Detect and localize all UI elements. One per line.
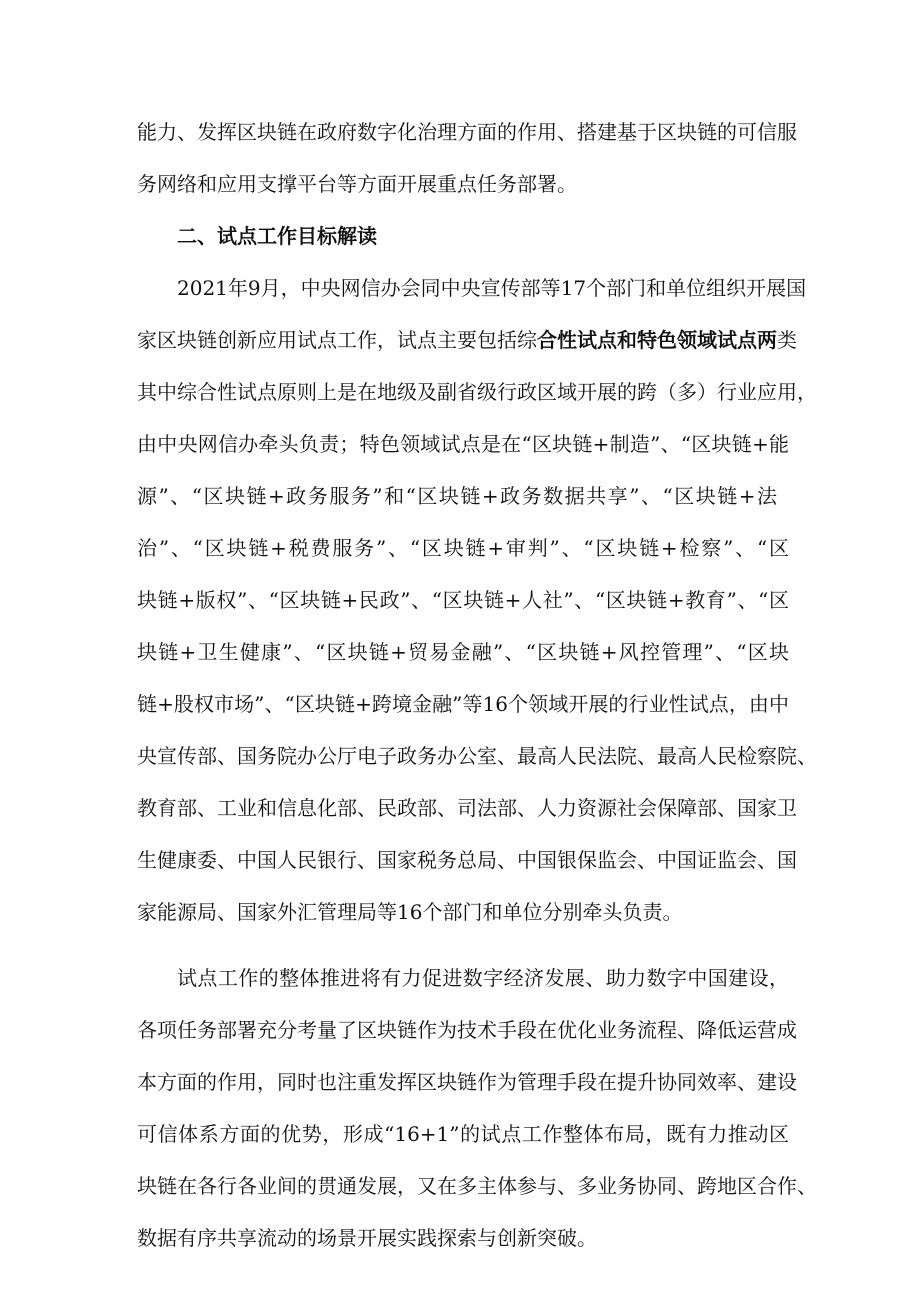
paragraph-2-line-1: 2021年9月，中央网信办会同中央宣传部等17个部门和单位组织开展国 (177, 276, 807, 300)
paragraph-2-line-2-part-a: 家区块链创新应用试点工作，试点主要包括综 (137, 328, 537, 352)
paragraph-3-line-5: 块链在各行各业间的贯通发展，又在多主体参与、多业务协同、跨地区合作、 (137, 1174, 817, 1198)
paragraph-2-line-2 (137, 314, 797, 366)
section-heading: 二、试点工作目标解读 (177, 224, 377, 248)
paragraph-2-line-10: 央宣传部、国务院办公厅电子政务办公室、最高人民法院、最高人民检察院、 (137, 744, 817, 768)
paragraph-2-line-13: 家能源局、国家外汇管理局等16个部门和单位分别牵头负责。 (137, 900, 683, 924)
paragraph-3-line-3: 本方面的作用，同时也注重发挥区块链作为管理手段在提升协同效率、建设 (137, 1070, 797, 1094)
paragraph-2-line-9: 链+股权市场”、“区块链+跨境金融”等16个领域开展的行业性试点，由中 (137, 692, 789, 716)
paragraph-1-line-1: 能力、发挥区块链在政府数字化治理方面的作用、搭建基于区块链的可信服 (137, 120, 797, 144)
paragraph-2-line-12: 生健康委、中国人民银行、国家税务总局、中国银保监会、中国证监会、国 (137, 848, 797, 872)
paragraph-2-line-11: 教育部、工业和信息化部、民政部、司法部、人力资源社会保障部、国家卫 (137, 796, 797, 820)
paragraph-2-line-4: 由中央网信办牵头负责；特色领域试点是在“区块链+制造”、“区块链+能 (137, 432, 789, 456)
paragraph-2-bold-phrase: 合性试点和特色领域试点两 (537, 328, 777, 352)
paragraph-2-line-3: 其中综合性试点原则上是在地级及副省级行政区域开展的跨（多）行业应用， (137, 380, 817, 404)
paragraph-3-line-1: 试点工作的整体推进将有力促进数字经济发展、助力数字中国建设， (177, 966, 789, 990)
paragraph-2-line-5: 源”、“区块链+政务服务”和“区块链+政务数据共享”、“区块链+法 (137, 484, 777, 508)
paragraph-2-line-2-part-c: 类 (777, 328, 797, 352)
paragraph-1-line-2: 务网络和应用支撑平台等方面开展重点任务部署。 (137, 172, 577, 196)
paragraph-2-line-7: 块链+版权”、“区块链+民政”、“区块链+人社”、“区块链+教育”、“区 (137, 588, 789, 612)
paragraph-2-line-8: 块链+卫生健康”、“区块链+贸易金融”、“区块链+风控管理”、“区块 (137, 640, 789, 664)
paragraph-3-line-6: 数据有序共享流动的场景开展实践探索与创新突破。 (137, 1226, 597, 1250)
paragraph-3-line-4: 可信体系方面的优势，形成“16+1”的试点工作整体布局，既有力推动区 (137, 1122, 789, 1146)
paragraph-3-line-2: 各项任务部署充分考量了区块链作为技术手段在优化业务流程、降低运营成 (137, 1018, 797, 1042)
paragraph-2-line-6: 治”、“区块链+税费服务”、“区块链+审判”、“区块链+检察”、“区 (137, 536, 789, 560)
